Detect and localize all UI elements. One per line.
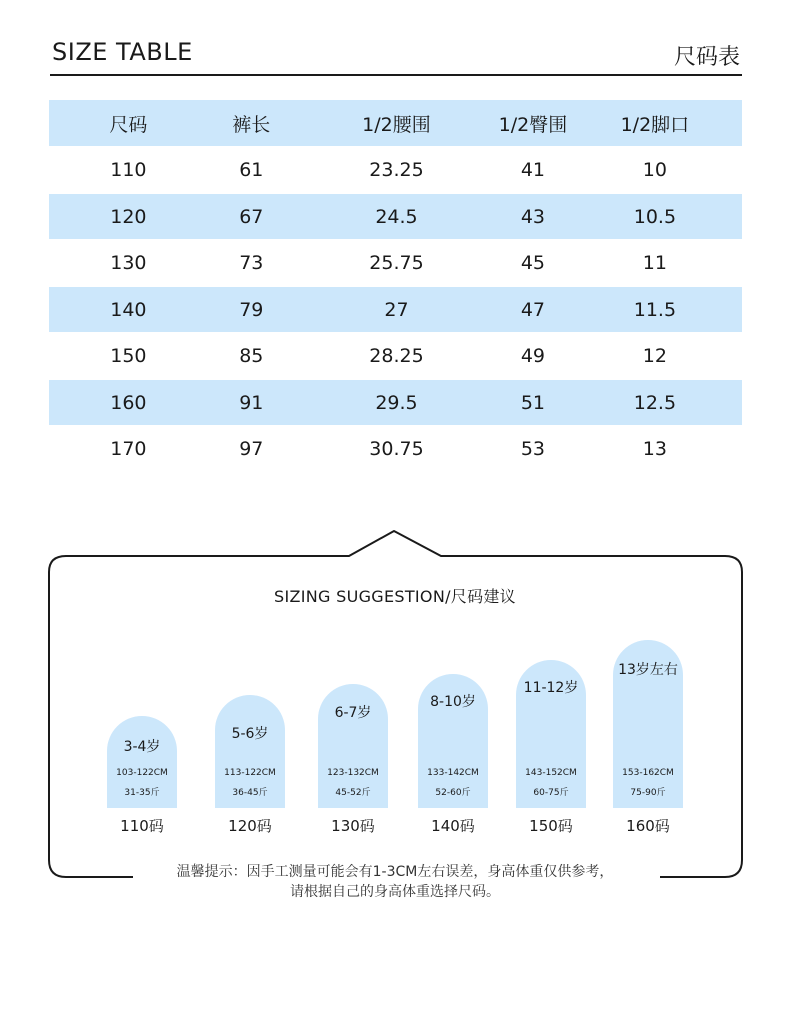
table-row (49, 239, 742, 287)
card-weight: 36-45斤 (232, 788, 268, 798)
table-cell: 120 (110, 205, 147, 228)
size-card (215, 695, 285, 808)
header-title-en: SIZE TABLE (52, 38, 193, 66)
card-size-label: 130码 (331, 817, 375, 835)
table-cell: 170 (110, 438, 147, 460)
card-weight: 45-52斤 (335, 788, 371, 798)
size-card (107, 716, 177, 808)
suggestion-title: SIZING SUGGESTION/尺码建议 (274, 587, 516, 606)
card-height: 133-142CM (427, 768, 479, 778)
card-height: 113-122CM (224, 768, 276, 778)
card-weight: 75-90斤 (630, 788, 666, 798)
card-height: 143-152CM (525, 768, 577, 778)
table-cell: 11.5 (633, 298, 677, 321)
table-cell: 73 (239, 252, 264, 274)
table-cell: 10.5 (633, 205, 677, 228)
table-cell: 30.75 (369, 438, 424, 460)
card-height: 153-162CM (622, 768, 674, 778)
table-cell: 160 (110, 391, 147, 414)
size-card (418, 674, 488, 808)
table-cell: 97 (239, 438, 264, 460)
card-height: 103-122CM (116, 768, 168, 778)
table-row (49, 194, 742, 239)
column-header: 1/2脚口 (620, 113, 690, 136)
table-cell: 53 (520, 438, 546, 460)
table-cell: 13 (642, 438, 667, 460)
tip-line-1: 温馨提示：因手工测量可能会有1-3CM左右误差，身高体重仅供参考， (176, 864, 614, 880)
card-size-label: 120码 (228, 817, 272, 835)
table-cell: 150 (110, 345, 147, 367)
table-cell: 79 (239, 298, 264, 321)
table-cell: 49 (520, 345, 546, 367)
card-size-label: 110码 (120, 817, 164, 835)
column-header: 尺码 (109, 113, 148, 136)
size-card (516, 660, 586, 808)
table-cell: 61 (239, 159, 264, 181)
table-cell: 67 (239, 205, 264, 228)
column-header: 1/2臀围 (498, 113, 568, 136)
card-size-label: 150码 (529, 817, 573, 835)
table-cell: 47 (520, 298, 546, 321)
tip-line-2: 请根据自己的身高体重选择尺码。 (290, 884, 500, 900)
table-cell: 91 (239, 391, 264, 414)
table-cell: 25.75 (369, 252, 424, 274)
size-card (613, 640, 683, 808)
card-age: 6-7岁 (334, 705, 372, 721)
table-cell: 130 (110, 252, 147, 274)
card-size-label: 140码 (431, 817, 475, 835)
card-weight: 52-60斤 (435, 788, 471, 798)
card-age: 5-6岁 (231, 726, 269, 742)
card-height: 123-132CM (327, 768, 379, 778)
table-row (49, 425, 742, 473)
card-age: 8-10岁 (430, 694, 476, 710)
table-cell: 27 (384, 298, 409, 321)
table-cell: 140 (110, 298, 147, 321)
table-row (49, 287, 742, 332)
header (50, 36, 742, 76)
column-header: 裤长 (232, 113, 271, 136)
table-cell: 110 (110, 159, 147, 181)
table-cell: 28.25 (369, 345, 424, 367)
table-cell: 11 (642, 252, 667, 274)
card-weight: 31-35斤 (124, 788, 160, 798)
card-age: 13岁左右 (618, 662, 678, 678)
table-cell: 43 (520, 205, 546, 228)
size-table (49, 100, 742, 473)
table-header-row (49, 100, 742, 146)
card-age: 11-12岁 (523, 680, 579, 696)
table-row (49, 146, 742, 194)
table-cell: 85 (239, 345, 264, 367)
table-cell: 10 (642, 159, 667, 181)
card-weight: 60-75斤 (533, 788, 569, 798)
table-cell: 12.5 (633, 391, 677, 414)
card-size-label: 160码 (626, 817, 670, 835)
table-row (49, 332, 742, 380)
table-cell: 51 (520, 391, 546, 414)
card-age: 3-4岁 (123, 739, 161, 755)
table-cell: 23.25 (369, 159, 424, 181)
table-cell: 12 (642, 345, 667, 367)
table-cell: 29.5 (375, 391, 418, 414)
table-row (49, 380, 742, 425)
size-card (318, 684, 388, 808)
column-header: 1/2腰围 (362, 113, 431, 136)
table-cell: 41 (520, 159, 546, 181)
header-title-cn: 尺码表 (673, 45, 740, 70)
table-cell: 24.5 (375, 205, 418, 228)
table-cell: 45 (520, 252, 546, 274)
